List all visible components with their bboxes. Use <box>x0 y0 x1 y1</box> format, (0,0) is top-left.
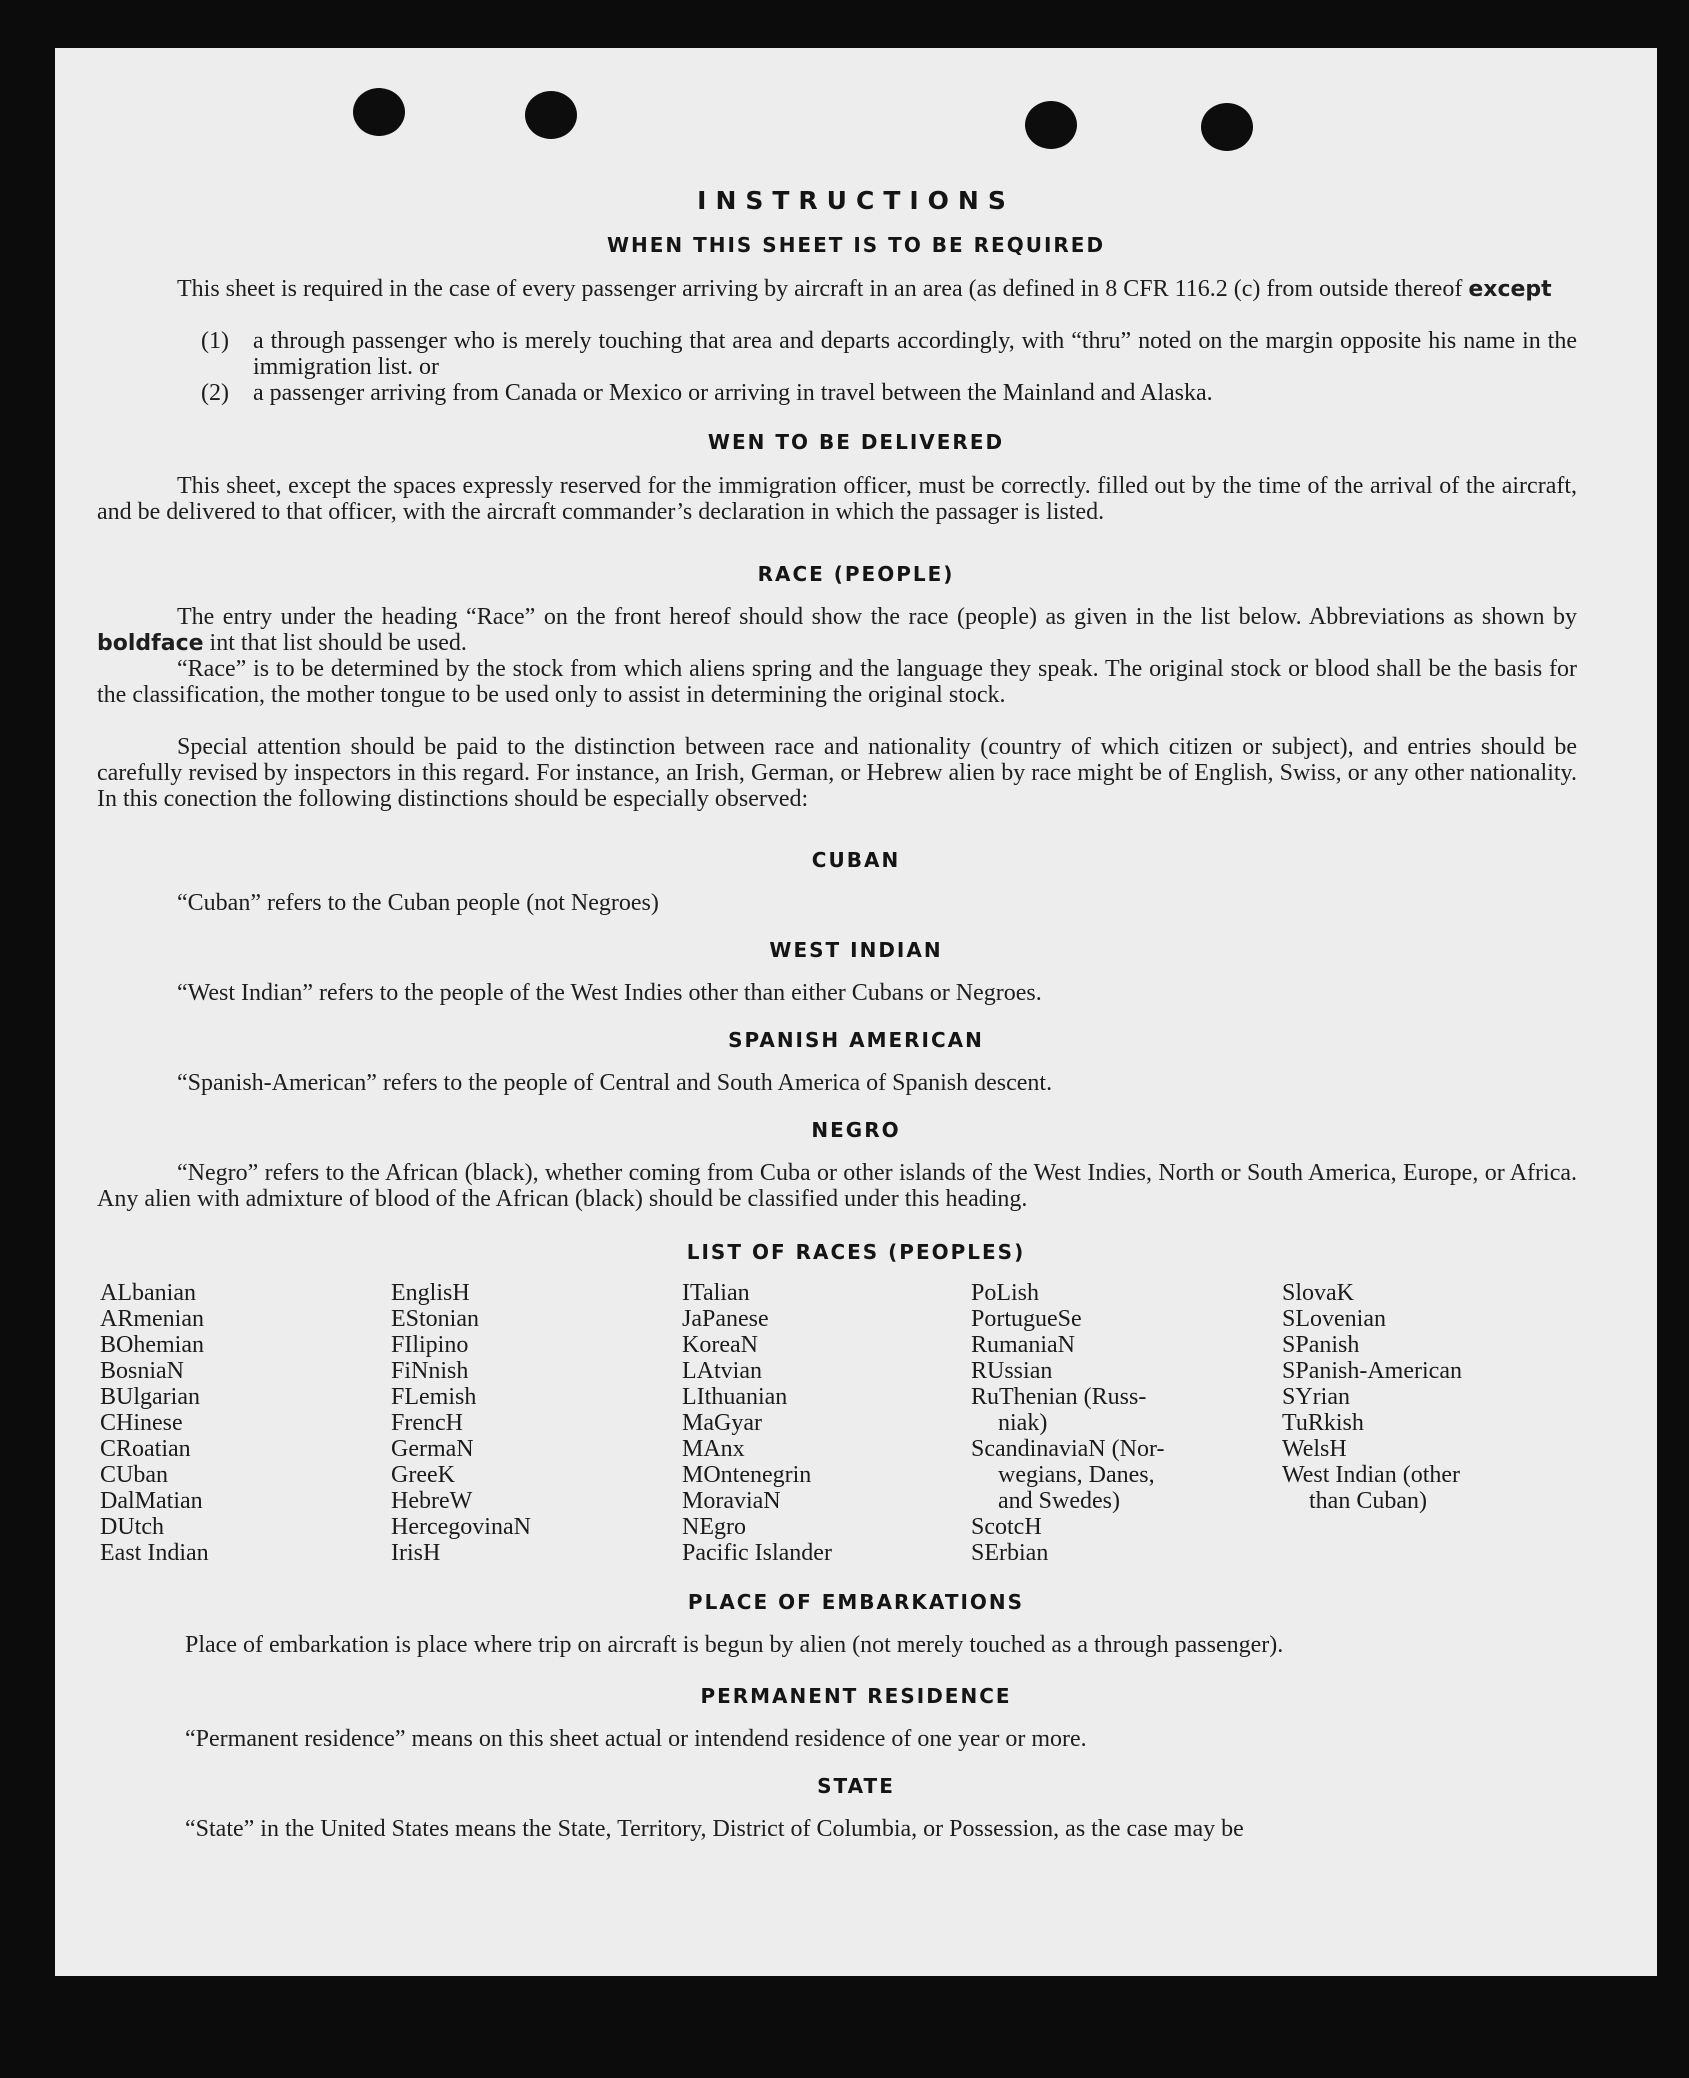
race-item: MoraviaN <box>682 1488 781 1514</box>
race-item-continuation: and Swedes) <box>998 1488 1120 1514</box>
race-item: PoLish <box>971 1280 1040 1306</box>
race-item: FrencH <box>391 1410 463 1436</box>
race-item: RUssian <box>971 1358 1053 1384</box>
race-item: DUtch <box>100 1514 164 1540</box>
page-title: INSTRUCTIONS <box>697 186 1015 215</box>
exception-item-1: (1) a through passenger who is merely touching that area and departs accordingly, with “thru” noted on the margin opposite his name in the immigration list. or <box>201 328 1577 380</box>
heading-when-required: WHEN THIS SHEET IS TO BE REQUIRED <box>606 233 1106 257</box>
race-item: DalMatian <box>100 1488 203 1514</box>
races-column-1 <box>100 1280 209 1566</box>
embarkation-text: Place of embarkation is place where trip on aircraft is begun by alien (not merely touched as a through passenger). <box>185 1632 1284 1658</box>
punch-hole <box>1201 103 1253 151</box>
punch-hole <box>1025 101 1077 149</box>
race-paragraph-2: “Race” is to be determined by the stock from which aliens spring and the language they speak. The original stock or blood shall be the basis for the classification, the mother tongue to be used only to assist in determining the original stock. <box>97 656 1577 708</box>
race-item: RumaniaN <box>971 1332 1075 1358</box>
race-item: GermaN <box>391 1436 474 1462</box>
race-item: CRoatian <box>100 1436 191 1462</box>
race-item: ALbanian <box>100 1280 196 1306</box>
race-item: PortugueSe <box>971 1306 1082 1332</box>
heading-cuban: CUBAN <box>811 848 901 872</box>
race-item: MAnx <box>682 1436 745 1462</box>
race-item: SYrian <box>1282 1384 1350 1410</box>
race-item: EStonian <box>391 1306 479 1332</box>
race-item: CUban <box>100 1462 168 1488</box>
race-item: HercegovinaN <box>391 1514 531 1540</box>
race-item: FIlipino <box>391 1332 469 1358</box>
race-item: Pacific Islander <box>682 1540 832 1566</box>
state-text: “State” in the United States means the State, Territory, District of Columbia, or Possession, as the case may be <box>185 1816 1244 1842</box>
required-intro: This sheet is required in the case of every passenger arriving by aircraft in an area (as defined in 8 CFR 116.2 (c) from outside thereof except <box>177 276 1552 302</box>
negro-text: “Negro” refers to the African (black), whether coming from Cuba or other islands of the West Indies, North or South America, Europe, or Africa. Any alien with admixture of blood of the African (black) should be classified under this heading. <box>97 1160 1577 1212</box>
race-item: FiNnish <box>391 1358 469 1384</box>
race-item: LAtvian <box>682 1358 762 1384</box>
race-item-continuation: niak) <box>998 1410 1048 1436</box>
race-item-continuation: than Cuban) <box>1309 1488 1427 1514</box>
race-item-continuation: wegians, Danes, <box>998 1462 1155 1488</box>
race-item: HebreW <box>391 1488 473 1514</box>
heading-when-delivered: WEN TO BE DELIVERED <box>707 430 1005 454</box>
cuban-text: “Cuban” refers to the Cuban people (not Negroes) <box>177 890 659 916</box>
punch-hole <box>353 88 405 136</box>
race-paragraph-3: Special attention should be paid to the distinction between race and nationality (country of which citizen or subject), and entries should be carefully revised by inspectors in this regard. For instance, an Irish, German, or Hebrew alien by race might be of English, Swiss, or any other nationality. In this conection the following distinctions should be especially observed: <box>97 734 1577 812</box>
heading-spanish-american: SPANISH AMERICAN <box>728 1028 984 1052</box>
race-paragraph-1: The entry under the heading “Race” on the front hereof should show the race (people) as given in the list below. Abbreviations as shown by boldface int that list should be used. <box>97 604 1577 656</box>
exception-item-2: (2) a passenger arriving from Canada or Mexico or arriving in travel between the Mainland and Alaska. <box>201 380 1213 406</box>
race-item: BOhemian <box>100 1332 204 1358</box>
race-item: SPanish-American <box>1282 1358 1462 1384</box>
race-item: MOntenegrin <box>682 1462 812 1488</box>
race-item: SlovaK <box>1282 1280 1354 1306</box>
punch-hole <box>525 91 577 139</box>
heading-list-of-races: LIST OF RACES (PEOPLES) <box>686 1240 1026 1264</box>
race-item: East Indian <box>100 1540 209 1566</box>
races-column-4 <box>971 1280 1164 1566</box>
races-column-2 <box>391 1280 531 1566</box>
race-item: SErbian <box>971 1540 1049 1566</box>
race-item: IrisH <box>391 1540 441 1566</box>
race-item: ARmenian <box>100 1306 204 1332</box>
heading-race: RACE (PEOPLE) <box>757 562 955 586</box>
race-item: EnglisH <box>391 1280 470 1306</box>
race-item: RuThenian (Russ- <box>971 1384 1147 1410</box>
race-item: ScotcH <box>971 1514 1042 1540</box>
race-item: ITalian <box>682 1280 750 1306</box>
race-item: BosniaN <box>100 1358 184 1384</box>
west-indian-text: “West Indian” refers to the people of the West Indies other than either Cubans or Negroes. <box>177 980 1042 1006</box>
race-item: FLemish <box>391 1384 477 1410</box>
race-item: SLovenian <box>1282 1306 1386 1332</box>
heading-west-indian: WEST INDIAN <box>769 938 943 962</box>
document-sheet <box>55 48 1657 1976</box>
race-item: KoreaN <box>682 1332 758 1358</box>
delivered-text: This sheet, except the spaces expressly reserved for the immigration officer, must be correctly. filled out by the time of the arrival of the aircraft, and be delivered to that officer, with the aircraft commander’s declaration in which the passager is listed. <box>97 473 1577 525</box>
races-column-3 <box>682 1280 832 1566</box>
race-item: ScandinaviaN (Nor- <box>971 1436 1165 1462</box>
heading-state: STATE <box>817 1774 895 1798</box>
race-item: CHinese <box>100 1410 183 1436</box>
race-item: SPanish <box>1282 1332 1360 1358</box>
race-item: NEgro <box>682 1514 746 1540</box>
race-item: BUlgarian <box>100 1384 200 1410</box>
heading-negro: NEGRO <box>811 1118 901 1142</box>
race-item: WelsH <box>1282 1436 1347 1462</box>
race-item: LIthuanian <box>682 1384 788 1410</box>
race-item: GreeK <box>391 1462 455 1488</box>
race-item: West Indian (other <box>1282 1462 1461 1488</box>
heading-permanent-residence: PERMANENT RESIDENCE <box>700 1684 1012 1708</box>
races-column-5 <box>1282 1280 1462 1514</box>
heading-embarkation: PLACE OF EMBARKATIONS <box>687 1590 1025 1614</box>
spanish-american-text: “Spanish-American” refers to the people of Central and South America of Spanish descent. <box>177 1070 1053 1096</box>
race-item: JaPanese <box>682 1306 769 1332</box>
race-item: MaGyar <box>682 1410 762 1436</box>
race-item: TuRkish <box>1282 1410 1364 1436</box>
residence-text: “Permanent residence” means on this sheet actual or intendend residence of one year or more. <box>185 1726 1087 1752</box>
